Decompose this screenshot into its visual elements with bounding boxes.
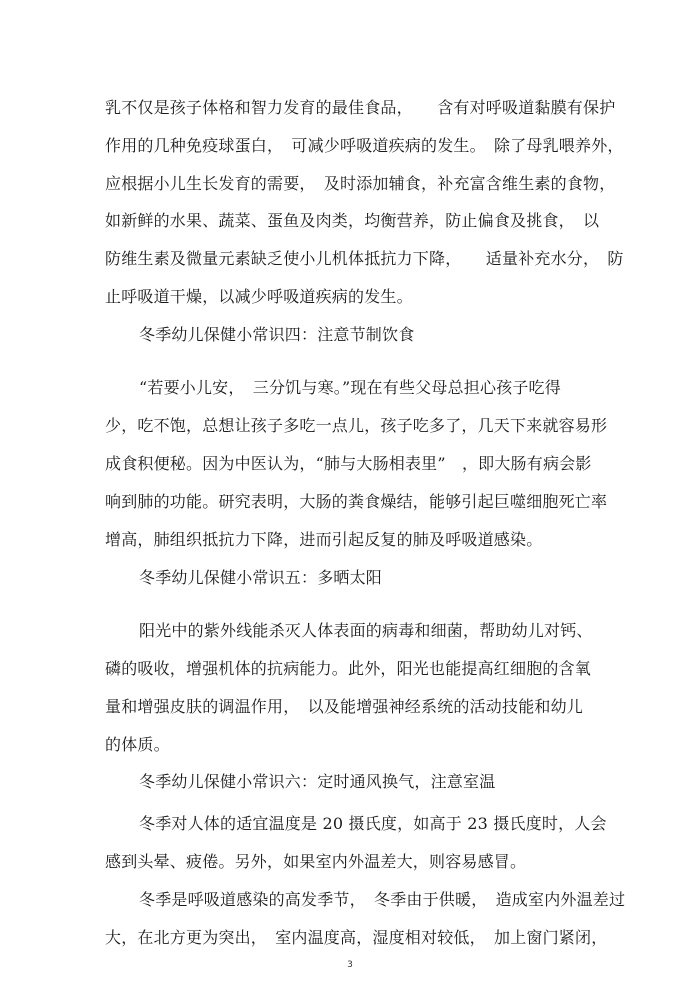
text-line: 止呼吸道干燥，以减少呼吸道疾病的发生。 <box>105 287 413 306</box>
text-line: “若要小儿安， 三分饥与寒。”现在有些父母总担心孩子吃得 <box>139 378 561 397</box>
text-line: 增高，肺组织抵抗力下降，进而引起反复的肺及呼吸道感染。 <box>105 530 543 549</box>
text-line: 磷的吸收，增强机体的抗病能力。此外，阳光也能提高红细胞的含氧 <box>105 659 592 678</box>
page-number: 3 <box>347 960 353 970</box>
text-line: 作用的几种免疫球蛋白， 可减少呼吸道疾病的发生。 除了母乳喂养外， <box>105 136 624 155</box>
text-line: 少，吃不饱，总想让孩子多吃一点儿，孩子吃多了，几天下来就容易形 <box>105 416 608 435</box>
text-line: 大，在北方更为突出， 室内温度高，湿度相对较低， 加上窗门紧闭， <box>105 928 608 947</box>
text-line: 感到头晕、疲倦。另外，如果室内外温差大，则容易感冒。 <box>105 852 527 871</box>
text-line: 成食积便秘。因为中医认为，“肺与大肠相表里” ，即大肠有病会影 <box>105 454 592 473</box>
text-line: 应根据小儿生长发育的需要， 及时添加辅食，补充富含维生素的食物， <box>105 174 616 193</box>
section-heading-6: 冬季幼儿保健小常识六：定时通风换气，注意室温 <box>139 772 496 791</box>
text-line: 乳不仅是孩子体格和智力发育的最佳食品， 含有对呼吸道黏膜有保护 <box>105 98 616 117</box>
text-line: 如新鲜的水果、蔬菜、蛋鱼及肉类，均衡营养，防止偏食及挑食， 以 <box>105 211 600 230</box>
text-line: 冬季对人体的适宜温度是 20 摄氏度，如高于 23 摄氏度时，人会 <box>139 814 607 833</box>
section-heading-5: 冬季幼儿保健小常识五：多晒太阳 <box>139 568 383 587</box>
text-line: 冬季是呼吸道感染的高发季节， 冬季由于供暖， 造成室内外温差过 <box>139 890 626 909</box>
text-line: 的体质。 <box>105 735 170 754</box>
text-line: 阳光中的紫外线能杀灭人体表面的病毒和细菌，帮助幼儿对钙、 <box>139 621 593 640</box>
text-line: 防维生素及微量元素缺乏使小儿机体抵抗力下降， 适量补充水分， 防 <box>105 249 624 268</box>
text-line: 量和增强皮肤的调温作用， 以及能增强神经系统的活动技能和幼儿 <box>105 697 584 716</box>
section-heading-4: 冬季幼儿保健小常识四：注意节制饮食 <box>139 325 415 344</box>
text-line: 响到肺的功能。研究表明，大肠的粪食燥结，能够引起巨噬细胞死亡率 <box>105 492 608 511</box>
